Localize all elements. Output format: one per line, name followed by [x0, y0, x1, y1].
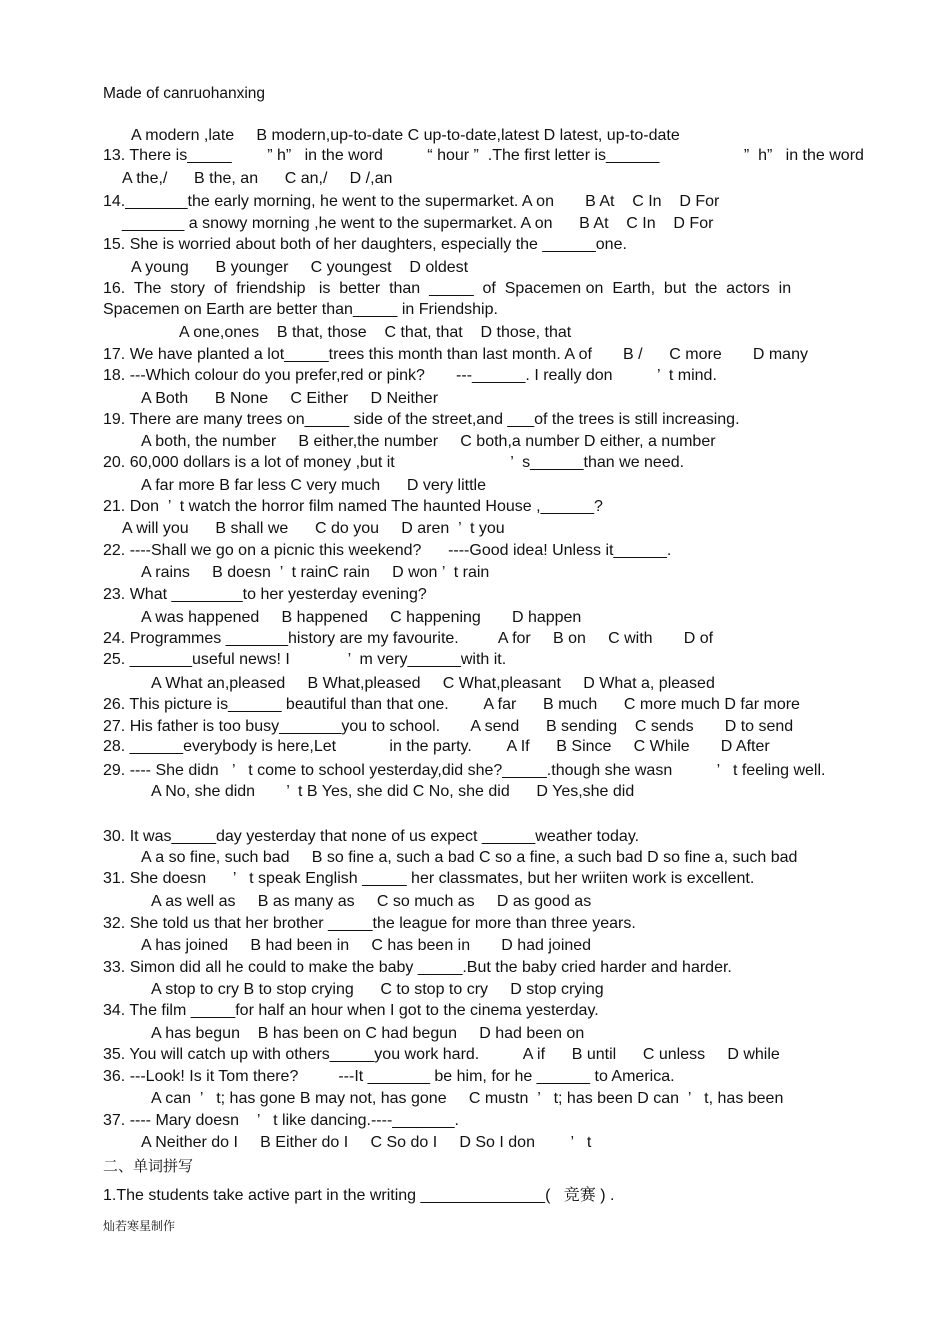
option-line: A the,/ B the, an C an,/ D /,an — [122, 170, 393, 187]
question-36: 36. ---Look! Is it Tom there? ---It _______ be him, for he ______ to America. — [103, 1068, 675, 1085]
page-footer: 灿若寒星制作 — [103, 1219, 176, 1233]
option-line: A a so fine, such bad B so fine a, such a bad C so a fine, a such bad D so fine a, such bad — [141, 849, 798, 866]
spelling-question-1: 1.The students take active part in the writing ______________( 竞赛 ) . — [103, 1187, 615, 1204]
question-20: 20. 60,000 dollars is a lot of money ,but it ’ s______than we need. — [103, 454, 685, 471]
option-line: A young B younger C youngest D oldest — [131, 259, 469, 276]
question-16: 16. The story of friendship is better than _____ of Spacemen on Earth, but the actors in — [103, 280, 792, 297]
option-line: A has begun B has been on C had begun D had been on — [151, 1025, 585, 1042]
question-28: 28. ______everybody is here,Let in the party. A If B Since C While D After — [103, 738, 770, 755]
question-27: 27. His father is too busy_______you to school. A send B sending C sends D to send — [103, 718, 794, 735]
option-line: A will you B shall we C do you D aren ’ t you — [122, 520, 505, 537]
option-line: A far more B far less C very much D very little — [141, 477, 486, 494]
option-line: A Both B None C Either D Neither — [141, 390, 439, 407]
option-line: A both, the number B either,the number C both,a number D either, a number — [141, 433, 716, 450]
question-35: 35. You will catch up with others_____you work hard. A if B until C unless D while — [103, 1046, 780, 1063]
option-line: A modern ,late B modern,up-to-date C up-to-date,latest D latest, up-to-date — [131, 127, 680, 144]
option-line: A No, she didn ’ t B Yes, she did C No, she did D Yes,she did — [151, 783, 635, 800]
option-line: A What an,pleased B What,pleased C What,pleasant D What a, pleased — [151, 675, 715, 692]
question-33: 33. Simon did all he could to make the baby _____.But the baby cried harder and harder. — [103, 959, 732, 976]
question-24: 24. Programmes _______history are my favourite. A for B on C with D of — [103, 630, 714, 647]
page-header: Made of canruohanxing — [103, 85, 266, 102]
question-line: _______ a snowy morning ,he went to the supermarket. A on B At C In D For — [122, 215, 714, 232]
question-17: 17. We have planted a lot_____trees this month than last month. A of B / C more D many — [103, 346, 808, 363]
question-23: 23. What ________to her yesterday evening? — [103, 586, 427, 603]
question-18: 18. ---Which colour do you prefer,red or pink? ---______. I really don ’ t mind. — [103, 367, 717, 384]
question-37: 37. ---- Mary doesn ’ t like dancing.----_______. — [103, 1112, 459, 1129]
option-line: A rains B doesn ’ t rainC rain D won ’ t rain — [141, 564, 490, 581]
question-29: 29. ---- She didn ’ t come to school yesterday,did she?_____.though she wasn ’ t feeling well. — [103, 762, 826, 779]
option-line: A one,ones B that, those C that, that D those, that — [179, 324, 572, 341]
question-30: 30. It was_____day yesterday that none of us expect ______weather today. — [103, 828, 640, 845]
question-13: 13. There is_____ ” h” in the word “ hour ” .The first letter is______ ” h” in the word — [103, 147, 864, 164]
question-32: 32. She told us that her brother _____the league for more than three years. — [103, 915, 636, 932]
question-21: 21. Don ’ t watch the horror film named The haunted House ,______? — [103, 498, 603, 515]
question-14: 14._______the early morning, he went to the supermarket. A on B At C In D For — [103, 193, 720, 210]
question-25: 25. _______useful news! I ’ m very______with it. — [103, 651, 507, 668]
option-line: A was happened B happened C happening D happen — [141, 609, 582, 626]
question-34: 34. The film _____for half an hour when I got to the cinema yesterday. — [103, 1002, 599, 1019]
option-line: A has joined B had been in C has been in D had joined — [141, 937, 592, 954]
question-22: 22. ----Shall we go on a picnic this weekend? ----Good idea! Unless it______. — [103, 542, 672, 559]
option-line: A stop to cry B to stop crying C to stop to cry D stop crying — [151, 981, 604, 998]
option-line: A as well as B as many as C so much as D as good as — [151, 893, 592, 910]
question-31: 31. She doesn ’ t speak English _____ her classmates, but her wriiten work is excellent. — [103, 870, 755, 887]
question-19: 19. There are many trees on_____ side of the street,and ___of the trees is still increasing. — [103, 411, 740, 428]
question-26: 26. This picture is______ beautiful than that one. A far B much C more much D far more — [103, 696, 800, 713]
option-line: A Neither do I B Either do I C So do I D So I don ’ t — [141, 1134, 592, 1151]
section-heading: 二、单词拼写 — [103, 1157, 194, 1175]
option-line: A can ’ t; has gone B may not, has gone C mustn ’ t; has been D can ’ t, has been — [151, 1090, 784, 1107]
question-15: 15. She is worried about both of her daughters, especially the ______one. — [103, 236, 627, 253]
question-line: Spacemen on Earth are better than_____ in Friendship. — [103, 301, 498, 318]
